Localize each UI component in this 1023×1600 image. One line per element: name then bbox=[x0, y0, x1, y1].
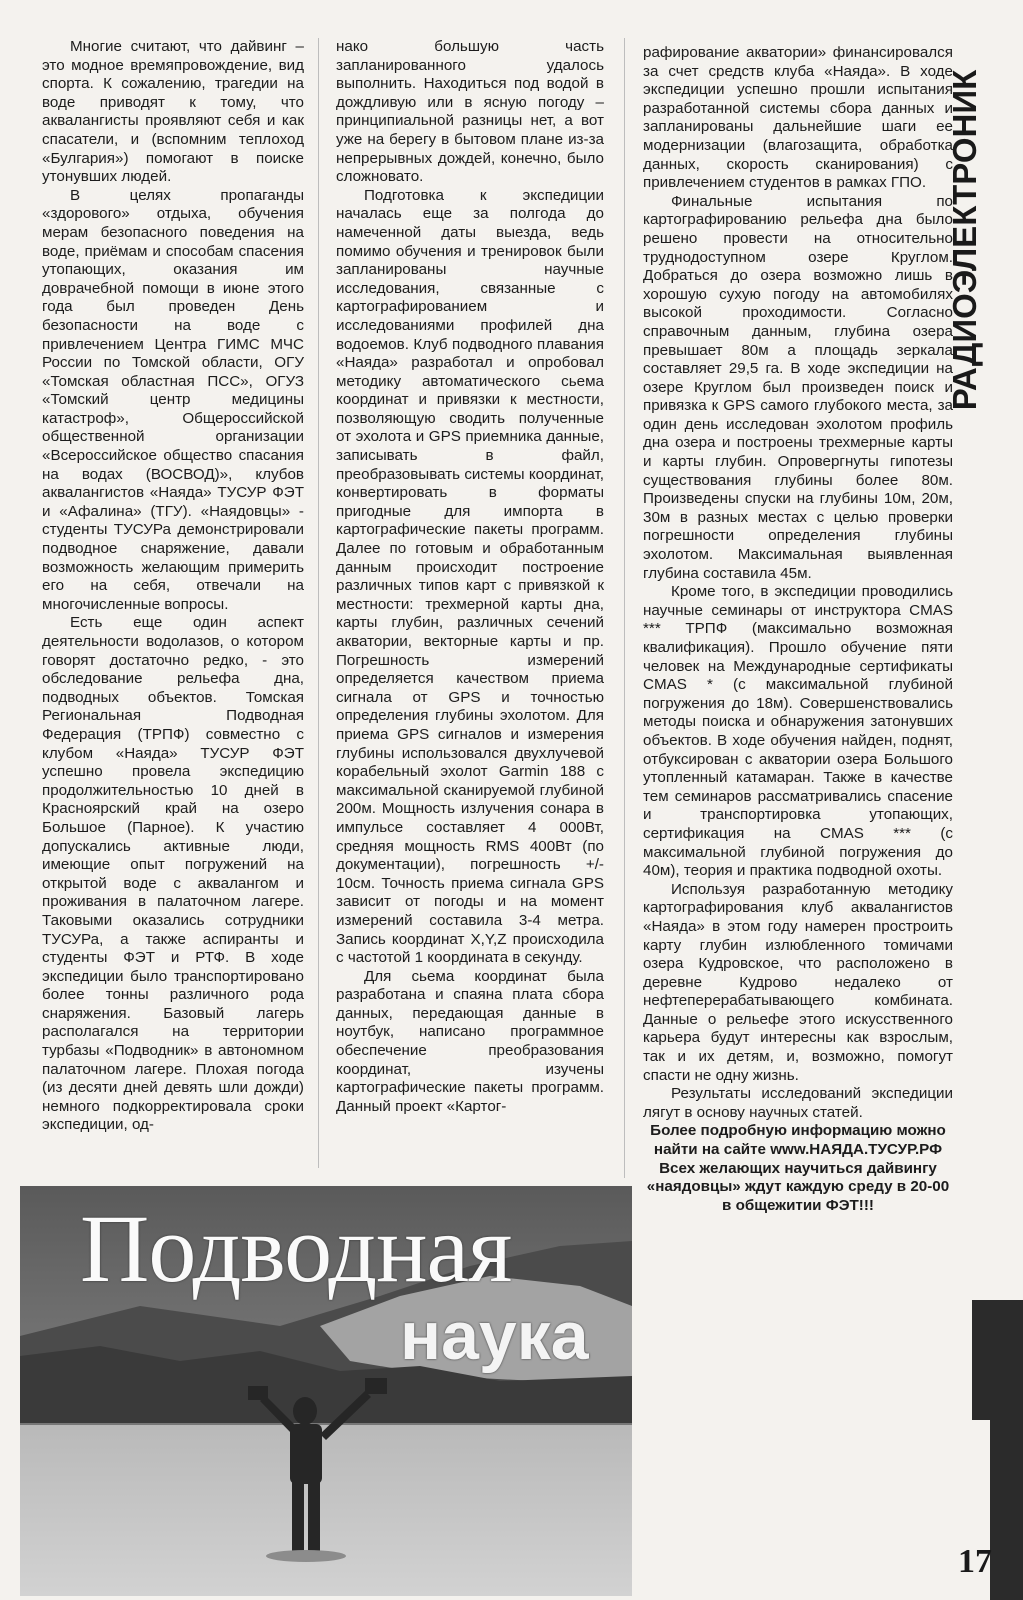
column-divider bbox=[318, 38, 319, 1168]
article-column-2 bbox=[336, 38, 604, 1116]
paragraph: рафирование акватории» финансировался за счет средств клуба «Наяда». В ходе экспедиции успешно прошли испытания разработанной системы сбора данных и запланированы дальнейшие шаги ее модернизации (влагозащита, обработка данных, скорость сканирования) с привлечением студентов в рамках ГПО. bbox=[643, 44, 953, 192]
headline-line-1: Подводная bbox=[80, 1195, 512, 1302]
section-rubric bbox=[948, 42, 982, 437]
invitation-note: Всех желающих научиться дайвингу «наядовцы» ждут каждую среду в 20-00 в общежитии ФЭТ!!! bbox=[646, 1159, 950, 1214]
side-marker bbox=[990, 1300, 1023, 1600]
paragraph: нако большую часть запланированного удалось выполнить. Находиться под водой в дождливую или в ясную погоду – принципиальной разницы нет, а вот уже на берегу в бытовом плане из-за непрерывных дождей, конечно, было сложновато. bbox=[336, 38, 604, 186]
rubric-label: РАДИОЭЛЕКТРОНИК bbox=[946, 69, 983, 410]
side-marker bbox=[972, 1300, 990, 1420]
article-column-3 bbox=[643, 44, 953, 1215]
paragraph: Финальные испытания по картографированию рельефа дна было решено провести на относительно труднодоступном озере Круглом. Добраться до озера возможно лишь в хорошую сухую погоду на автомобилях высокой проходимости. Согласно справочным данным, глубина озера превышает 80м а площадь зеркала составляет 29,5 га. В ходе экспедиции на озере Круглом был произведен поиск и привязка к GPS самого глубокого места, за один день исследован эхолотом профиль дна озера и построены трехмерные карты и карты глубин. Опровергнуты гипотезы существования глубины более 80м. Произведены спуски на глубины 10м, 20м, 30м в разных местах с целью проверки погрешности определения глубины эхолотом. Максимальная выявленная глубина составила 45м. bbox=[643, 192, 953, 582]
paragraph: Многие считают, что дайвинг – это модное времяпровождение, вид спорта. К сожалению, трагедии на воде приводят к тому, что аквалангисты проявляют себя и как спасатели, и (вспомним теплоход «Булгария») помогают в поиске утонувших людей. bbox=[42, 38, 304, 186]
paragraph: Есть еще один аспект деятельности водолазов, о котором говорят достаточно редко, - это обследование рельефа дна, подводных объектов. Томская Региональная Подводная Федерация (ТРПФ) совместно с клубом «Наяда» ТУСУР ФЭТ успешно провела экспедицию продолжительностью 10 дней в Красноярский край на озеро Большое (Парное). К участию допускались активные люди, имеющие опыт погружений на открытой воде с аквалангом и проживания в палаточном лагере. Таковыми оказались сотрудники ТУСУРа, а также аспиранты и студенты ФЭТ и РТФ. В ходе экспедиции было транспортировано более тонны различного рода снаряжения. Базовый лагерь располагался на территории турбазы «Подводник» в автономном палаточном лагере. Плохая погода (из десяти дней девять шли дожди) немного подкорректировала сроки экспедиции, од- bbox=[42, 614, 304, 1134]
article-column-1 bbox=[42, 38, 304, 1135]
paragraph: В целях пропаганды «здорового» отдыха, обучения мерам безопасного поведения на воде, приёмам и способам спасения утопающих, оказания им доврачебной помощи в июне этого года был проведен День безопасности на воде с привлечением Центра ГИМС МЧС России по Томской области, ОГУ «Томская областная ПСС», ОГУЗ «Томский центр медицины катастроф», Общероссийской общественной организации «Всероссийское общество спасания на водах (ВОСВОД)», клубов аквалангистов «Наяда» ТУСУР ФЭТ и «Афалина» (ТГУ). «Наядовцы» - студенты ТУСУРа демонстрировали подводное снаряжение, давали возможность желающим примерить его на себя, отвечали на многочисленные вопросы. bbox=[42, 186, 304, 613]
paragraph: Кроме того, в экспедиции проводились научные семинары от инструктора CMAS *** ТРПФ (максимально возможная квалификация). Прошло обучение пяти человек на Международные сертификаты CMAS * (с максимальной глубиной погружения до 18м). Совершенствовались методы поиска и обнаружения затонувших объектов. В ходе обучения найден, поднят, отбуксирован с акватории озера Большого утопленный катамаран. Также в качестве тем семинаров рассматривались спасение и транспортировка утопающих, сертификация на CMAS *** (с максимальной глубиной погружения до 40м), теория и практика подводной охоты. bbox=[643, 583, 953, 880]
paragraph: Используя разработанную методику картографирования клуб аквалангистов «Наяда» в этом году намерен простроить карту глубин излюбленного томичами озера Кудровское, что расположено в деревне Кудрово недалеко от нефтеперерабатывающего комбината. Данные о рельефе этого искусственного карьера будут интересны как взрослым, так и их детям, и, возможно, помогут спасти не одну жизнь. bbox=[643, 880, 953, 1084]
paragraph: Подготовка к экспедиции началась еще за полгода до намеченной даты выезда, ведь помимо обучения и тренировок были запланированы научные исследования, связанные с картографированием и исследованиями профилей дна водоемов. Клуб подводного плавания «Наяда» разработал и опробовал методику автоматического сьема координат и привязки к местности, позволяющую сводить полученные от эхолота и GPS приемника данные, записывать в файл, преобразовывать системы координат, конвертировать в форматы пригодные для импорта в картографические пакеты программ. Далее по готовым и обработанным данным происходит построение различных типов карт с привязкой к местности: трехмерной карты дна, карты глубин, различных сечений акватории, векторные карты и пр. Погрешность измерений определяется качеством приема сигнала от GPS и точностью определения глубины эхолотом. Для приема GPS сигналов и измерения глубины использовался двухлучевой корабельный эхолот Garmin 188 с максимальной сканируемой глубиной 200м. Мощность излучения сонара в импульсе составляет 4 000Вт, средняя мощность RMS 400Вт (по документации), погрешность +/- 10см. Точность приема сигнала GPS зависит от погоды и на момент измерений составила 3-4 метра. Запись координат X,Y,Z происходила с частотой 1 координата в секунду. bbox=[336, 186, 604, 967]
article-photo bbox=[20, 1186, 632, 1596]
column-divider bbox=[624, 38, 625, 1178]
paragraph: Результаты исследований экспедиции лягут в основу научных статей. bbox=[643, 1085, 953, 1121]
info-note: Более подробную информацию можно найти на сайте www.НАЯДА.ТУСУР.РФ bbox=[650, 1122, 946, 1159]
paragraph: Для сьема координат была разработана и спаяна плата сбора данных, передающая данные в ноутбук, написано программное обеспечение преобразования координат, изучены картографические пакеты программ. Данный проект «Картог- bbox=[336, 967, 604, 1115]
page-number: 17 bbox=[958, 1543, 992, 1580]
headline-line-2: наука bbox=[400, 1298, 589, 1374]
